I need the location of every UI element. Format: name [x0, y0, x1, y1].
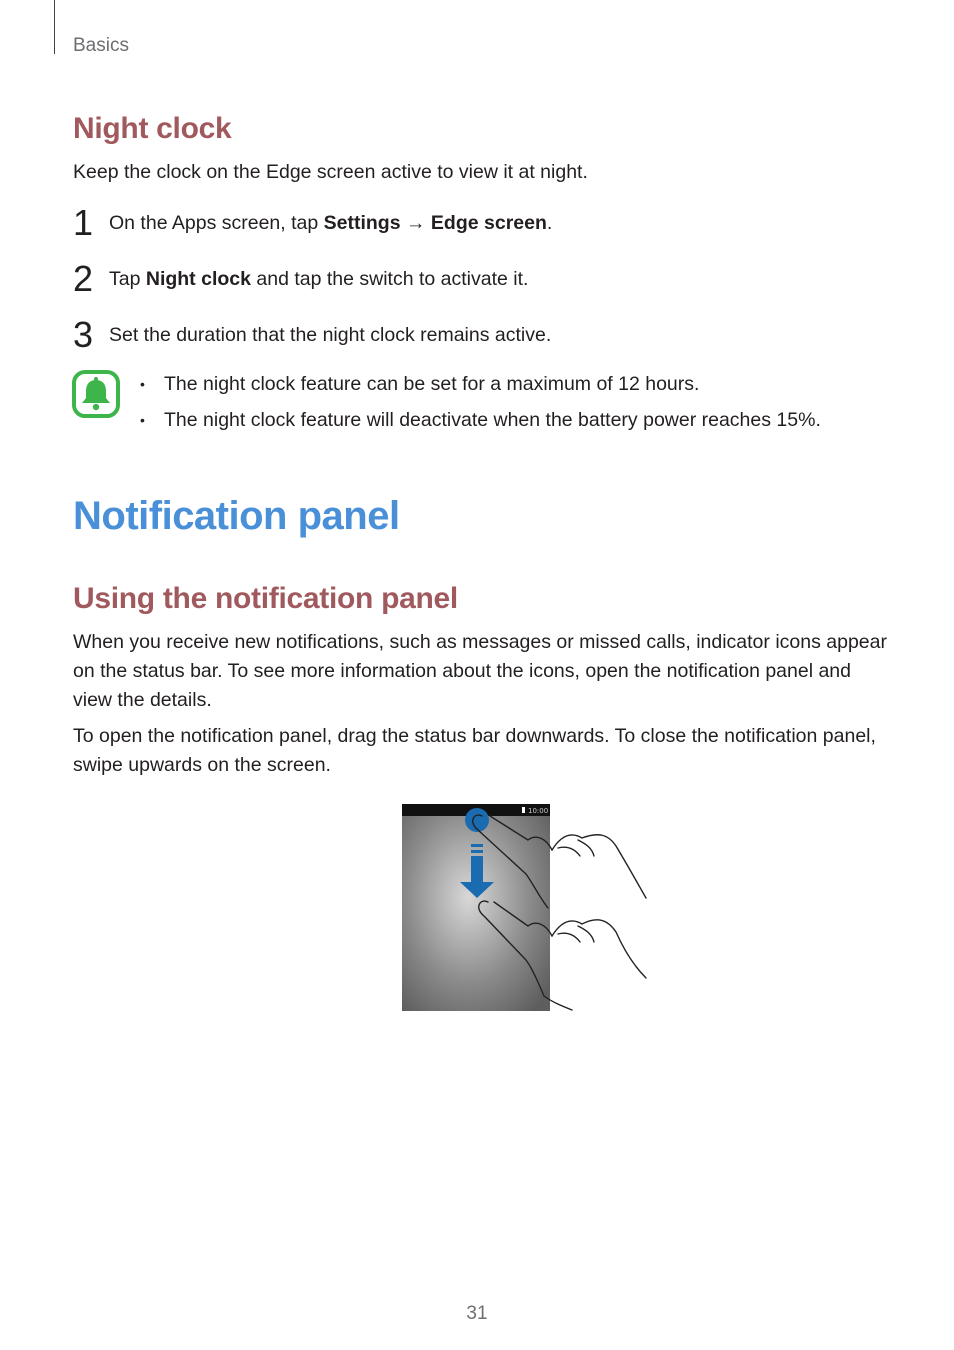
margin-rule	[54, 0, 55, 54]
section-title-using-notification-panel: Using the notification panel	[73, 582, 458, 615]
night-clock-intro: Keep the clock on the Edge screen active to view it at night.	[73, 161, 588, 183]
settings-label: Settings	[323, 212, 401, 234]
step-text: On the Apps screen, tap Settings → Edge screen.	[109, 212, 553, 234]
notification-paragraph-2: To open the notification panel, drag the status bar downwards. To close the notification panel, swipe upwards on the screen.	[73, 725, 876, 776]
step-text: Tap Night clock and tap the switch to activate it.	[109, 268, 529, 290]
note-list	[140, 366, 821, 438]
step-text: Set the duration that the night clock remains active.	[109, 324, 552, 346]
step-1	[73, 202, 893, 250]
drag-status-bar-illustration	[402, 804, 652, 1014]
step-2	[73, 258, 893, 306]
section-title-night-clock: Night clock	[73, 112, 232, 145]
notification-paragraph-1: When you receive new notifications, such as messages or missed calls, indicator icons appear on the status bar. To see more information about the icons, open the notification panel and view the details.	[73, 631, 887, 711]
note-item: • The night clock feature can be set for a maximum of 12 hours.	[140, 373, 700, 395]
status-time: 10:00	[528, 807, 549, 815]
night-clock-label: Night clock	[145, 268, 251, 290]
running-head: Basics	[73, 35, 129, 56]
step-number: 1	[73, 202, 94, 243]
edge-screen-label: Edge screen	[430, 212, 547, 234]
step-number: 3	[73, 314, 94, 355]
chapter-title-notification-panel: Notification panel	[73, 494, 400, 538]
bell-icon	[72, 370, 120, 418]
step-3	[73, 314, 893, 362]
page-number: 31	[466, 1303, 488, 1324]
note-item: • The night clock feature will deactivate when the battery power reaches 15%.	[140, 409, 821, 431]
step-number: 2	[73, 258, 94, 299]
